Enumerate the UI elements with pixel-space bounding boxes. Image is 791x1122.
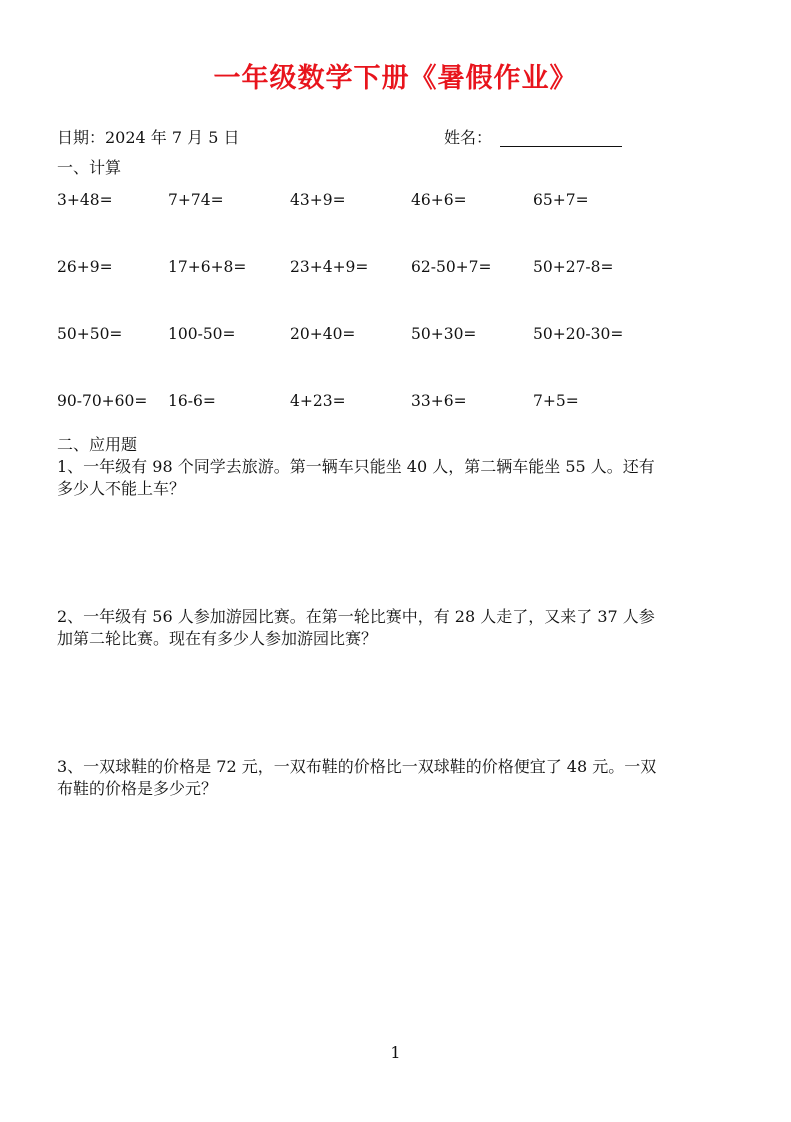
page-number: 1	[390, 1043, 401, 1062]
calc-grid	[57, 189, 737, 457]
calc-problem: 100-50=	[168, 325, 236, 343]
calc-section-heading: 一、计算	[57, 158, 122, 177]
calc-problem: 62-50+7=	[411, 258, 492, 276]
calc-problem: 7+74=	[168, 191, 224, 209]
problem-line: 多少人不能上车？	[57, 479, 186, 498]
calc-problem: 17+6+8=	[168, 258, 247, 276]
calc-problem: 50+27-8=	[533, 258, 614, 276]
word-problem-3	[57, 756, 747, 800]
calc-problem: 4+23=	[290, 392, 346, 410]
word-problem-2	[57, 606, 747, 650]
calc-problem: 16-6=	[168, 392, 216, 410]
calc-problem: 46+6=	[411, 191, 467, 209]
calc-problem: 43+9=	[290, 191, 346, 209]
calc-problem: 20+40=	[290, 325, 356, 343]
calc-row	[57, 390, 737, 457]
problem-line: 布鞋的价格是多少元？	[57, 779, 218, 798]
calc-problem: 90-70+60=	[57, 392, 148, 410]
name-label: 姓名：	[444, 128, 493, 147]
calc-row	[57, 189, 737, 256]
calc-problem: 26+9=	[57, 258, 113, 276]
name-blank-line[interactable]	[500, 146, 622, 147]
problem-line: 加第二轮比赛。现在有多少人参加游园比赛？	[57, 629, 378, 648]
calc-problem: 7+5=	[533, 392, 579, 410]
problem-line: 3、一双球鞋的价格是 72 元，一双布鞋的价格比一双球鞋的价格便宜了 48 元。一双	[57, 757, 657, 776]
calc-problem: 50+50=	[57, 325, 123, 343]
date-label: 日期：2024 年 7 月 5 日	[57, 128, 240, 147]
problem-line: 2、一年级有 56 人参加游园比赛。在第一轮比赛中，有 28 人走了，又来了 37 人参	[57, 607, 655, 626]
problem-line: 1、一年级有 98 个同学去旅游。第一辆车只能坐 40 人，第二辆车能坐 55 人。还有	[57, 457, 655, 476]
worksheet-title: 一年级数学下册《暑假作业》	[213, 63, 578, 94]
calc-row	[57, 256, 737, 323]
calc-problem: 33+6=	[411, 392, 467, 410]
application-section-heading: 二、应用题	[57, 435, 138, 454]
calc-problem: 65+7=	[533, 191, 589, 209]
word-problem-1	[57, 456, 747, 500]
calc-problem: 50+20-30=	[533, 325, 624, 343]
calc-problem: 3+48=	[57, 191, 113, 209]
calc-row	[57, 323, 737, 390]
calc-problem: 50+30=	[411, 325, 477, 343]
calc-problem: 23+4+9=	[290, 258, 369, 276]
